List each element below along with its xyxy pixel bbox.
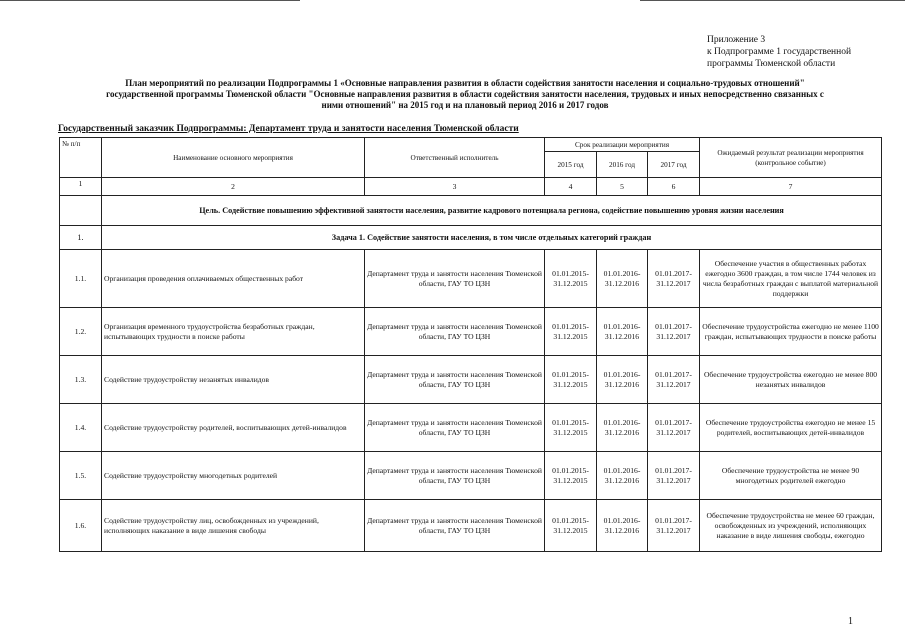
row-name: Содействие трудоустройству многодетных родителей	[102, 452, 365, 500]
row-name: Организация проведения оплачиваемых общественных работ	[102, 250, 365, 308]
colnum: 7	[700, 178, 882, 196]
goal-row	[60, 196, 882, 226]
appendix-line: к Подпрограмме 1 государственной	[707, 47, 852, 57]
row-result: Обеспечение трудоустройства ежегодно не менее 15 родителей, воспитывающих детей-инвалидов	[700, 404, 882, 452]
table-row	[60, 308, 882, 356]
table-row	[60, 500, 882, 552]
header-term: Срок реализации мероприятия	[545, 138, 700, 152]
row-name: Организация временного трудоустройства безработных граждан, испытывающих трудности в поиске работы	[102, 308, 365, 356]
appendix-note	[707, 34, 897, 70]
row-result: Обеспечение трудоустройства ежегодно не менее 800 незанятых инвалидов	[700, 356, 882, 404]
header-row	[60, 138, 882, 152]
row-result: Обеспечение трудоустройства ежегодно не менее 1100 граждан, испытывающих трудности в поиске работы	[700, 308, 882, 356]
row-executor: Департамент труда и занятости населения Тюменской области, ГАУ ТО ЦЗН	[365, 404, 545, 452]
row-num: 1.3.	[60, 356, 102, 404]
goal-text: Цель. Содействие повышению эффективной занятости населения, развитие кадрового потенциала региона, содействие повышению уровня жизни населения	[102, 196, 882, 226]
appendix-line: программы Тюменской области	[707, 59, 836, 69]
header-result: Ожидаемый результат реализации мероприятия (контрольное событие)	[700, 138, 882, 178]
row-num: 1.1.	[60, 250, 102, 308]
table-row	[60, 250, 882, 308]
row-term-2015: 01.01.2015- 31.12.2015	[545, 308, 597, 356]
row-result: Обеспечение трудоустройства не менее 90 многодетных родителей ежегодно	[700, 452, 882, 500]
colnum: 1	[60, 178, 102, 196]
scan-edge-line	[640, 0, 905, 1]
title-line: государственной программы Тюменской области "Основные направления развития в области содействия занятости населения, трудовых и иных непосредственно связанных с	[106, 89, 824, 99]
row-term-2017: 01.01.2017- 31.12.2017	[648, 404, 700, 452]
row-term-2017: 01.01.2017- 31.12.2017	[648, 308, 700, 356]
header-2017: 2017 год	[648, 152, 700, 178]
plan-table	[59, 137, 882, 552]
header-2015: 2015 год	[545, 152, 597, 178]
title-line: ними отношений" на 2015 год и на плановый период 2016 и 2017 годов	[321, 100, 609, 110]
colnum: 2	[102, 178, 365, 196]
row-term-2016: 01.01.2016- 31.12.2016	[597, 500, 648, 552]
header-name: Наименование основного мероприятия	[102, 138, 365, 178]
header-num: № п/п	[60, 138, 102, 178]
row-executor: Департамент труда и занятости населения Тюменской области, ГАУ ТО ЦЗН	[365, 308, 545, 356]
row-executor: Департамент труда и занятости населения Тюменской области, ГАУ ТО ЦЗН	[365, 250, 545, 308]
task-text: Задача 1. Содействие занятости населения, в том числе отдельных категорий граждан	[102, 226, 882, 250]
row-term-2016: 01.01.2016- 31.12.2016	[597, 250, 648, 308]
row-term-2017: 01.01.2017- 31.12.2017	[648, 500, 700, 552]
header-2016: 2016 год	[597, 152, 648, 178]
row-executor: Департамент труда и занятости населения Тюменской области, ГАУ ТО ЦЗН	[365, 452, 545, 500]
document-title	[50, 78, 880, 111]
row-term-2016: 01.01.2016- 31.12.2016	[597, 452, 648, 500]
row-name: Содействие трудоустройству лиц, освобожденных из учреждений, исполняющих наказание в виде лишения свободы	[102, 500, 365, 552]
state-customer: Государственный заказчик Подпрограммы: Департамент труда и занятости населения Тюменской области	[58, 124, 519, 134]
goal-num-cell	[60, 196, 102, 226]
row-term-2015: 01.01.2015- 31.12.2015	[545, 250, 597, 308]
row-num: 1.5.	[60, 452, 102, 500]
title-line: План мероприятий по реализации Подпрограммы 1 «Основные направления развития в области содействия занятости населения и социально-трудовых отношений"	[125, 78, 805, 88]
colnum: 4	[545, 178, 597, 196]
row-name: Содействие трудоустройству родителей, воспитывающих детей-инвалидов	[102, 404, 365, 452]
row-term-2015: 01.01.2015- 31.12.2015	[545, 500, 597, 552]
row-executor: Департамент труда и занятости населения Тюменской области, ГАУ ТО ЦЗН	[365, 356, 545, 404]
row-result: Обеспечение участия в общественных работах ежегодно 3600 граждан, в том числе 1744 человек из числа безработных граждан с выплатой материальной поддержки	[700, 250, 882, 308]
colnum: 6	[648, 178, 700, 196]
row-num: 1.4.	[60, 404, 102, 452]
task-num: 1.	[60, 226, 102, 250]
row-term-2017: 01.01.2017- 31.12.2017	[648, 250, 700, 308]
scan-edge-line	[0, 0, 300, 1]
table-row	[60, 452, 882, 500]
row-term-2015: 01.01.2015- 31.12.2015	[545, 452, 597, 500]
table-row	[60, 404, 882, 452]
row-term-2015: 01.01.2015- 31.12.2015	[545, 404, 597, 452]
task-row	[60, 226, 882, 250]
appendix-line: Приложение 3	[707, 35, 766, 45]
row-term-2016: 01.01.2016- 31.12.2016	[597, 356, 648, 404]
row-term-2017: 01.01.2017- 31.12.2017	[648, 356, 700, 404]
page-number: 1	[848, 616, 853, 627]
row-term-2017: 01.01.2017- 31.12.2017	[648, 452, 700, 500]
colnum: 5	[597, 178, 648, 196]
colnum: 3	[365, 178, 545, 196]
row-result: Обеспечение трудоустройства не менее 60 граждан, освобожденных из учреждений, исполняющих наказание в виде лишения свободы, ежегодно	[700, 500, 882, 552]
table-row	[60, 356, 882, 404]
row-term-2016: 01.01.2016- 31.12.2016	[597, 404, 648, 452]
row-name: Содействие трудоустройству незанятых инвалидов	[102, 356, 365, 404]
row-num: 1.6.	[60, 500, 102, 552]
row-num: 1.2.	[60, 308, 102, 356]
row-term-2016: 01.01.2016- 31.12.2016	[597, 308, 648, 356]
column-numbers-row	[60, 178, 882, 196]
row-executor: Департамент труда и занятости населения Тюменской области, ГАУ ТО ЦЗН	[365, 500, 545, 552]
row-term-2015: 01.01.2015- 31.12.2015	[545, 356, 597, 404]
header-executor: Ответственный исполнитель	[365, 138, 545, 178]
